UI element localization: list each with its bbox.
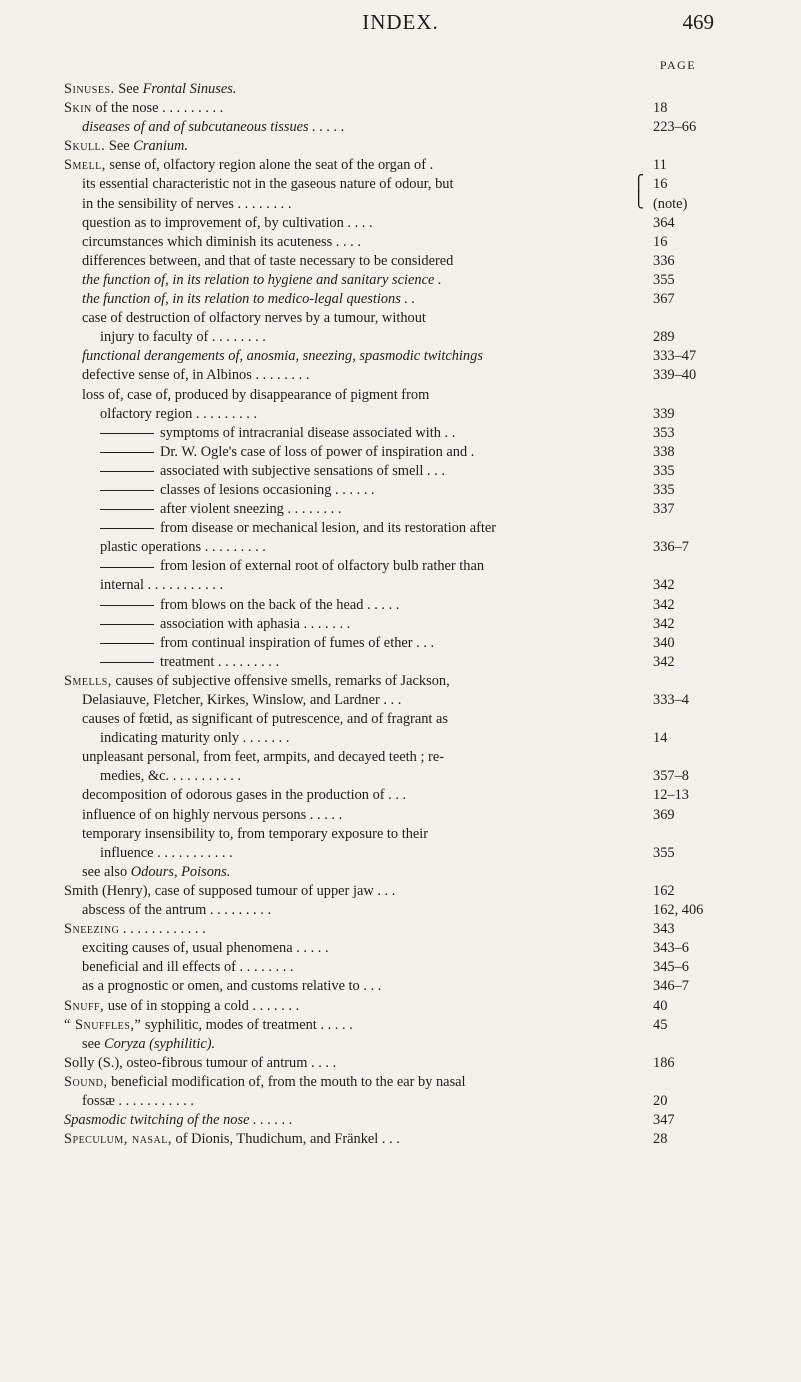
entry-text bbox=[82, 977, 381, 996]
entry-text bbox=[82, 806, 342, 825]
index-entry bbox=[0, 939, 801, 958]
entry-text bbox=[100, 462, 445, 481]
index-entry bbox=[0, 481, 801, 500]
entry-text bbox=[100, 634, 434, 653]
entry-text bbox=[82, 901, 271, 920]
entry-headword: Sound, bbox=[64, 1073, 108, 1090]
index-entry bbox=[0, 576, 801, 595]
entry-body: from blows on the back of the head . . . . . bbox=[160, 596, 400, 613]
entry-text bbox=[82, 366, 309, 385]
entry-text bbox=[64, 1054, 336, 1073]
entry-text bbox=[82, 195, 291, 214]
entry-text bbox=[82, 863, 230, 882]
index-entry bbox=[0, 252, 801, 271]
entry-body: plastic operations . . . . . . . . . bbox=[100, 539, 266, 556]
header-title: INDEX. bbox=[362, 10, 439, 34]
index-entry bbox=[0, 806, 801, 825]
entry-body: loss of, case of, produced by disappearance of pigment from bbox=[82, 386, 430, 403]
entry-body: causes of fœtid, as significant of putrescence, and of fragrant as bbox=[82, 711, 449, 728]
entry-text bbox=[100, 424, 455, 443]
entry-body: fossæ . . . . . . . . . . . bbox=[82, 1092, 194, 1109]
entry-headword: Snuff, bbox=[64, 997, 105, 1014]
entry-page-number: 345–6 bbox=[653, 959, 689, 976]
header-page-number: 469 bbox=[682, 10, 714, 34]
index-entry bbox=[0, 997, 801, 1016]
entry-cross-reference: Odours, Poisons. bbox=[130, 863, 231, 880]
index-entry bbox=[0, 309, 801, 328]
index-entry bbox=[0, 1073, 801, 1092]
entry-text bbox=[100, 538, 266, 557]
entry-page-number: 12–13 bbox=[653, 787, 689, 804]
entry-text bbox=[100, 443, 474, 462]
entry-text bbox=[82, 786, 406, 805]
index-entry bbox=[0, 271, 801, 290]
entry-text bbox=[100, 576, 223, 595]
entry-text bbox=[100, 328, 266, 347]
index-entries bbox=[0, 80, 801, 1149]
entry-cross-reference: Coryza (syphilitic). bbox=[103, 1035, 216, 1052]
index-entry bbox=[0, 557, 801, 576]
entry-cross-reference: Frontal Sinuses. bbox=[142, 81, 237, 97]
entry-page-number: 346–7 bbox=[653, 978, 689, 995]
index-entry bbox=[0, 958, 801, 977]
entry-body: causes of subjective offensive smells, remarks of Jackson, bbox=[111, 672, 450, 689]
index-entry bbox=[0, 290, 801, 309]
index-entry bbox=[0, 538, 801, 557]
entry-page-number: 333–4 bbox=[653, 692, 689, 708]
entry-text bbox=[64, 137, 188, 156]
entry-body: from continual inspiration of fumes of ether . . . bbox=[160, 634, 435, 651]
entry-text bbox=[82, 118, 345, 137]
entry-text bbox=[64, 99, 223, 118]
entry-page-number: 342 bbox=[653, 577, 675, 594]
entry-page-number: 367 bbox=[653, 291, 675, 308]
entry-page-number: 369 bbox=[653, 806, 675, 823]
entry-headword: Sinuses. bbox=[64, 81, 115, 97]
entry-page-number: 186 bbox=[653, 1054, 675, 1071]
entry-text bbox=[82, 825, 428, 844]
entry-body: unpleasant personal, from feet, armpits, and decayed teeth ; re- bbox=[82, 749, 445, 766]
entry-body: from disease or mechanical lesion, and its restoration after bbox=[160, 520, 497, 537]
entry-page-number: 342 bbox=[653, 615, 675, 632]
index-entry bbox=[0, 137, 801, 156]
entry-headword: Smells, bbox=[64, 672, 112, 689]
entry-page-number: 20 bbox=[653, 1092, 668, 1109]
entry-text bbox=[100, 653, 279, 672]
index-entry bbox=[0, 386, 801, 405]
entry-text bbox=[64, 156, 433, 175]
entry-page-number: 162, 406 bbox=[653, 902, 704, 919]
index-entry bbox=[0, 729, 801, 748]
entry-body: beneficial and ill effects of . . . . . . . . bbox=[82, 959, 294, 976]
entry-text bbox=[82, 252, 453, 271]
entry-page-number: 14 bbox=[653, 730, 668, 747]
entry-headword: Sneezing bbox=[64, 921, 120, 938]
ditto-rule bbox=[100, 471, 154, 472]
index-entry bbox=[0, 424, 801, 443]
entry-text bbox=[82, 1035, 215, 1054]
entry-body: abscess of the antrum . . . . . . . . . bbox=[82, 902, 272, 919]
entry-body: indicating maturity only . . . . . . . bbox=[100, 730, 290, 747]
entry-body: See bbox=[114, 81, 143, 97]
entry-page-number: 333–47 bbox=[653, 348, 697, 365]
entry-body: symptoms of intracranial disease associated with . . bbox=[160, 424, 456, 441]
entry-text bbox=[82, 233, 361, 252]
entry-page-number: 343 bbox=[653, 921, 675, 938]
entry-body: medies, &c. . . . . . . . . . . bbox=[100, 768, 242, 785]
entry-text bbox=[82, 290, 415, 309]
entry-body: circumstances which diminish its acuteness . . . . bbox=[82, 233, 361, 250]
entry-text bbox=[100, 519, 496, 538]
ditto-rule bbox=[100, 452, 154, 453]
index-entry bbox=[0, 405, 801, 424]
entry-body: injury to faculty of . . . . . . . . bbox=[100, 329, 266, 346]
entry-text bbox=[64, 80, 236, 99]
entry-text bbox=[100, 557, 484, 576]
index-entry bbox=[0, 99, 801, 118]
entry-page-number: 162 bbox=[653, 882, 675, 899]
entry-page-number: 343–6 bbox=[653, 940, 689, 957]
entry-body: Spasmodic twitching of the nose . . . . . . bbox=[64, 1112, 293, 1129]
entry-page-number: 353 bbox=[653, 424, 675, 441]
entry-page-number: 11 bbox=[653, 157, 667, 174]
entry-text bbox=[82, 1092, 194, 1111]
entry-body: association with aphasia . . . . . . . bbox=[160, 615, 351, 632]
index-entry bbox=[0, 615, 801, 634]
entry-body: internal . . . . . . . . . . . bbox=[100, 577, 224, 594]
entry-body: . . . . . . . . . . . . bbox=[119, 921, 206, 938]
index-entry bbox=[0, 1016, 801, 1035]
index-entry bbox=[0, 786, 801, 805]
entry-text bbox=[82, 710, 448, 729]
entry-text bbox=[64, 997, 299, 1016]
index-entry bbox=[0, 634, 801, 653]
entry-headword: Skull. bbox=[64, 138, 106, 155]
index-entry bbox=[0, 118, 801, 137]
entry-body: influence of on highly nervous persons . . . . . bbox=[82, 806, 343, 823]
entry-page-number: 336 bbox=[653, 252, 675, 269]
entry-text bbox=[100, 596, 399, 615]
entry-body: its essential characteristic not in the gaseous nature of odour, but bbox=[82, 176, 454, 193]
index-entry bbox=[0, 347, 801, 366]
ditto-rule bbox=[100, 624, 154, 625]
index-entry bbox=[0, 748, 801, 767]
entry-body: decomposition of odorous gases in the production of . . . bbox=[82, 787, 407, 804]
entry-page-number: 339–40 bbox=[653, 367, 697, 384]
entry-page-number: 342 bbox=[653, 653, 675, 670]
entry-headword: Skin bbox=[64, 100, 92, 117]
index-entry bbox=[0, 710, 801, 729]
entry-body: question as to improvement of, by cultivation . . . . bbox=[82, 214, 373, 231]
entry-body: Dr. W. Ogle's case of loss of power of inspiration and . bbox=[160, 443, 475, 460]
index-entry bbox=[0, 328, 801, 347]
entry-text bbox=[100, 500, 341, 519]
entry-text bbox=[82, 691, 401, 710]
entry-body: associated with subjective sensations of smell . . . bbox=[160, 462, 445, 479]
index-entry bbox=[0, 443, 801, 462]
entry-page-number: 335 bbox=[653, 481, 675, 498]
entry-text bbox=[82, 347, 483, 366]
entry-page-number: 364 bbox=[653, 214, 675, 231]
entry-page-number: 45 bbox=[653, 1016, 668, 1033]
entry-text bbox=[64, 672, 450, 691]
entry-page-number: 357–8 bbox=[653, 768, 689, 785]
entry-text bbox=[82, 309, 426, 328]
entry-body: Solly (S.), osteo-fibrous tumour of antrum . . . . bbox=[64, 1054, 337, 1071]
entry-body: treatment . . . . . . . . . bbox=[160, 653, 280, 670]
index-entry bbox=[0, 691, 801, 710]
index-entry bbox=[0, 596, 801, 615]
entry-body: Delasiauve, Fletcher, Kirkes, Winslow, and Lardner . . . bbox=[82, 692, 402, 708]
entry-body: functional derangements of, anosmia, sneezing, spasmodic twitchings bbox=[82, 348, 483, 365]
index-entry bbox=[0, 767, 801, 786]
entry-page-number: 16 bbox=[653, 176, 668, 193]
entry-body: defective sense of, in Albinos . . . . . . . . bbox=[82, 367, 310, 384]
index-entry bbox=[0, 233, 801, 252]
entry-body: use of in stopping a cold . . . . . . . bbox=[104, 997, 300, 1014]
ditto-rule bbox=[100, 605, 154, 606]
entry-page-number: 16 bbox=[653, 233, 668, 250]
entry-page-number: 339 bbox=[653, 405, 675, 422]
entry-text bbox=[64, 920, 206, 939]
entry-text bbox=[82, 939, 329, 958]
entry-body: exciting causes of, usual phenomena . . . . . bbox=[82, 940, 329, 957]
entry-body: diseases of and of subcutaneous tissues . . . . . bbox=[82, 119, 345, 136]
index-entry bbox=[0, 366, 801, 385]
entry-body: Smith (Henry), case of supposed tumour of upper jaw . . . bbox=[64, 882, 396, 899]
entry-text bbox=[64, 1130, 400, 1149]
entry-body: as a prognostic or omen, and customs relative to . . . bbox=[82, 978, 382, 995]
entry-headword: “ Snuffles,” bbox=[64, 1016, 142, 1033]
index-entry bbox=[0, 195, 801, 214]
entry-body: after violent sneezing . . . . . . . . bbox=[160, 501, 342, 518]
entry-body: in the sensibility of nerves . . . . . . . . bbox=[82, 195, 292, 212]
entry-body: see also bbox=[82, 863, 131, 880]
entry-text bbox=[82, 271, 442, 290]
index-entry bbox=[0, 825, 801, 844]
index-entry bbox=[0, 1111, 801, 1130]
ditto-rule bbox=[100, 528, 154, 529]
entry-text bbox=[100, 615, 350, 634]
entry-page-number: 342 bbox=[653, 596, 675, 613]
entry-body: See bbox=[105, 138, 134, 155]
entry-page-number: 336–7 bbox=[653, 539, 689, 556]
entry-text bbox=[64, 1111, 293, 1130]
entry-text bbox=[100, 729, 289, 748]
entry-text bbox=[82, 386, 429, 405]
entry-body: see bbox=[82, 1035, 104, 1052]
entry-page-number: 289 bbox=[653, 329, 675, 346]
index-entry bbox=[0, 977, 801, 996]
ditto-rule bbox=[100, 643, 154, 644]
entry-text bbox=[64, 1016, 353, 1035]
entry-body: influence . . . . . . . . . . . bbox=[100, 844, 233, 861]
index-entry bbox=[0, 672, 801, 691]
entry-body: from lesion of external root of olfactory bulb rather than bbox=[160, 558, 485, 575]
index-entry bbox=[0, 882, 801, 901]
entry-page-number: 337 bbox=[653, 501, 675, 518]
entry-page-number: 355 bbox=[653, 271, 675, 288]
index-entry bbox=[0, 1035, 801, 1054]
entry-body: case of destruction of olfactory nerves by a tumour, without bbox=[82, 310, 426, 327]
index-entry bbox=[0, 500, 801, 519]
entry-page-number: 223–66 bbox=[653, 119, 697, 136]
entry-text bbox=[64, 882, 395, 901]
index-entry bbox=[0, 1130, 801, 1149]
ditto-rule bbox=[100, 433, 154, 434]
running-header bbox=[0, 0, 801, 40]
index-entry bbox=[0, 80, 801, 99]
ditto-rule bbox=[100, 509, 154, 510]
entry-body: of Dionis, Thudichum, and Fränkel . . . bbox=[171, 1131, 400, 1148]
index-entry bbox=[0, 844, 801, 863]
entry-headword: Speculum, nasal, bbox=[64, 1131, 172, 1148]
page-column-label: PAGE bbox=[659, 58, 697, 72]
entry-body: olfactory region . . . . . . . . . bbox=[100, 405, 258, 422]
entry-body: the function of, in its relation to hygiene and sanitary science . bbox=[82, 271, 442, 288]
entry-page-number: 18 bbox=[653, 100, 668, 117]
entry-body: of the nose . . . . . . . . . bbox=[91, 100, 224, 117]
index-entry bbox=[0, 653, 801, 672]
entry-page-number: 40 bbox=[653, 997, 668, 1014]
entry-page-number: 347 bbox=[653, 1112, 675, 1129]
entry-body: the function of, in its relation to medico-legal questions . . bbox=[82, 291, 416, 308]
entry-text bbox=[100, 405, 257, 424]
ditto-rule bbox=[100, 567, 154, 568]
index-entry bbox=[0, 1092, 801, 1111]
entry-text bbox=[100, 481, 375, 500]
index-entry bbox=[0, 901, 801, 920]
entry-body: syphilitic, modes of treatment . . . . . bbox=[141, 1016, 353, 1033]
entry-body: differences between, and that of taste necessary to be considered bbox=[82, 252, 454, 269]
entry-body: classes of lesions occasioning . . . . . . bbox=[160, 481, 375, 498]
index-entry bbox=[0, 156, 801, 175]
entry-text bbox=[82, 748, 444, 767]
index-entry bbox=[0, 214, 801, 233]
entry-page-number: 28 bbox=[653, 1131, 668, 1148]
entry-text bbox=[100, 844, 233, 863]
entry-text bbox=[82, 175, 453, 194]
entry-page-number: 340 bbox=[653, 634, 675, 651]
entry-page-number: 355 bbox=[653, 844, 675, 861]
entry-text bbox=[100, 767, 241, 786]
index-entry bbox=[0, 519, 801, 538]
index-entry bbox=[0, 1054, 801, 1073]
brace-mark: ⎧ ⎩ bbox=[633, 176, 645, 210]
entry-cross-reference: Cranium. bbox=[133, 138, 189, 155]
entry-text bbox=[82, 214, 373, 233]
ditto-rule bbox=[100, 662, 154, 663]
entry-page-number: 335 bbox=[653, 462, 675, 479]
entry-text bbox=[82, 958, 294, 977]
entry-page-number: 338 bbox=[653, 443, 675, 460]
index-entry bbox=[0, 462, 801, 481]
index-entry bbox=[0, 863, 801, 882]
entry-headword: Smell, bbox=[64, 157, 106, 174]
entry-body: temporary insensibility to, from temporary exposure to their bbox=[82, 825, 429, 842]
entry-page-number: (note) bbox=[653, 195, 688, 212]
ditto-rule bbox=[100, 490, 154, 491]
entry-body: beneficial modification of, from the mouth to the ear by nasal bbox=[107, 1073, 466, 1090]
index-entry bbox=[0, 920, 801, 939]
entry-text bbox=[64, 1073, 466, 1092]
entry-body: sense of, olfactory region alone the seat of the organ of . bbox=[105, 157, 434, 174]
